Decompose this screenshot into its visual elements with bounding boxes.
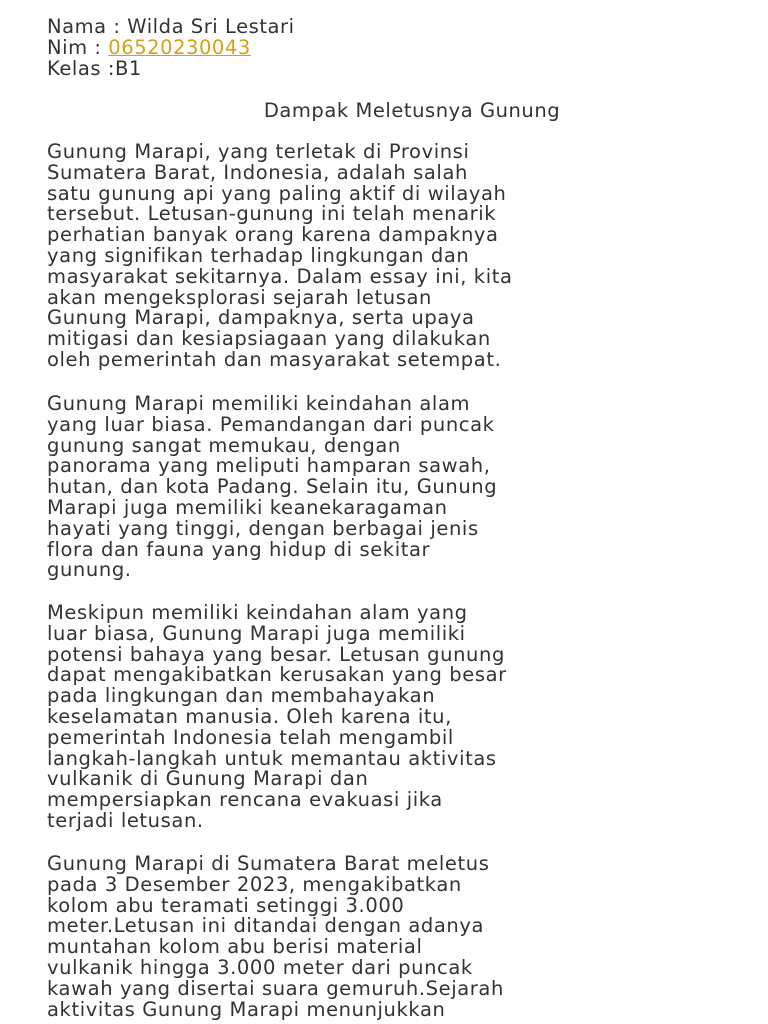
paragraph-4 [47,854,747,1020]
text-line: gunung. [47,558,132,582]
text-line: luar biasa, Gunung Marapi juga memiliki [47,621,466,645]
text-line: dapat mengakibatkan kerusakan yang besar [47,663,507,687]
text-line: hutan, dan kota Padang. Selain itu, Gunung [47,475,498,499]
paragraph-3 [47,603,747,832]
text-line: Meskipun memiliki keindahan alam yang [47,601,468,624]
paragraph-2 [47,394,747,581]
text-line: yang signifikan terhadap lingkungan dan [47,243,470,267]
text-line: perhatian banyak orang karena dampaknya [47,223,499,247]
text-line: vulkanik hingga 3.000 meter dari puncak [47,955,473,979]
text-line: masyarakat sekitarnya. Dalam essay ini, kita [47,264,513,288]
text-line: panorama yang meliputi hamparan sawah, [47,454,491,478]
paragraph-1 [47,142,747,371]
text-line: pemerintah Indonesia telah mengambil [47,725,454,749]
text-line: terjadi letusan. [47,808,204,832]
student-name: Nama : Wilda Sri Lestari [47,15,295,38]
text-line: Gunung Marapi, dampaknya, serta upaya [47,306,475,330]
text-line: akan mengeksplorasi sejarah letusan [47,285,432,309]
text-line: Sumatera Barat, Indonesia, adalah salah [47,160,468,184]
student-class: Kelas :B1 [47,57,142,80]
text-line: vulkanik di Gunung Marapi dan [47,767,369,791]
text-line: flora dan fauna yang hidup di sekitar [47,537,431,561]
text-line: hayati yang tinggi, dengan berbagai jenis [47,516,479,540]
text-line: muntahan kolom abu berisi material [47,935,423,959]
text-line: pada 3 Desember 2023, mengakibatkan [47,872,462,896]
text-line: aktivitas Gunung Marapi menunjukkan [47,997,446,1021]
text-line: satu gunung api yang paling aktif di wilayah [47,181,507,205]
text-line: tersebut. Letusan-gunung ini telah menarik [47,202,497,226]
text-line: Gunung Marapi, yang terletak di Provinsi [47,140,470,163]
document-page [47,15,737,1021]
text-line: kawah yang disertai suara gemuruh.Sejarah [47,976,504,1000]
text-line: potensi bahaya yang besar. Letusan gunung [47,642,505,666]
student-nim [47,37,737,58]
nim-label: Nim : [47,36,109,59]
nim-number-link[interactable]: 06520230043 [108,36,251,59]
text-line: mitigasi dan kesiapsiagaan yang dilakukan [47,327,491,351]
text-line: oleh pemerintah dan masyarakat setempat. [47,347,502,371]
text-line: keselamatan manusia. Oleh karena itu, [47,704,452,728]
text-line: kolom abu teramati setinggi 3.000 [47,893,405,917]
text-line: Marapi juga memiliki keanekaragaman [47,495,448,519]
essay-title: Dampak Meletusnya Gunung [263,99,561,122]
text-line: meter.Letusan ini ditandai dengan adanya [47,914,485,938]
text-line: langkah-langkah untuk memantau aktivitas [47,746,497,770]
text-line: gunung sangat memukau, dengan [47,433,401,457]
text-line: Gunung Marapi di Sumatera Barat meletus [47,852,490,875]
text-line: pada lingkungan dan membahayakan [47,684,436,708]
text-line: mempersiapkan rencana evakuasi jika [47,788,443,812]
text-line: Gunung Marapi memiliki keindahan alam [47,392,471,415]
text-line: yang luar biasa. Pemandangan dari puncak [47,412,495,436]
